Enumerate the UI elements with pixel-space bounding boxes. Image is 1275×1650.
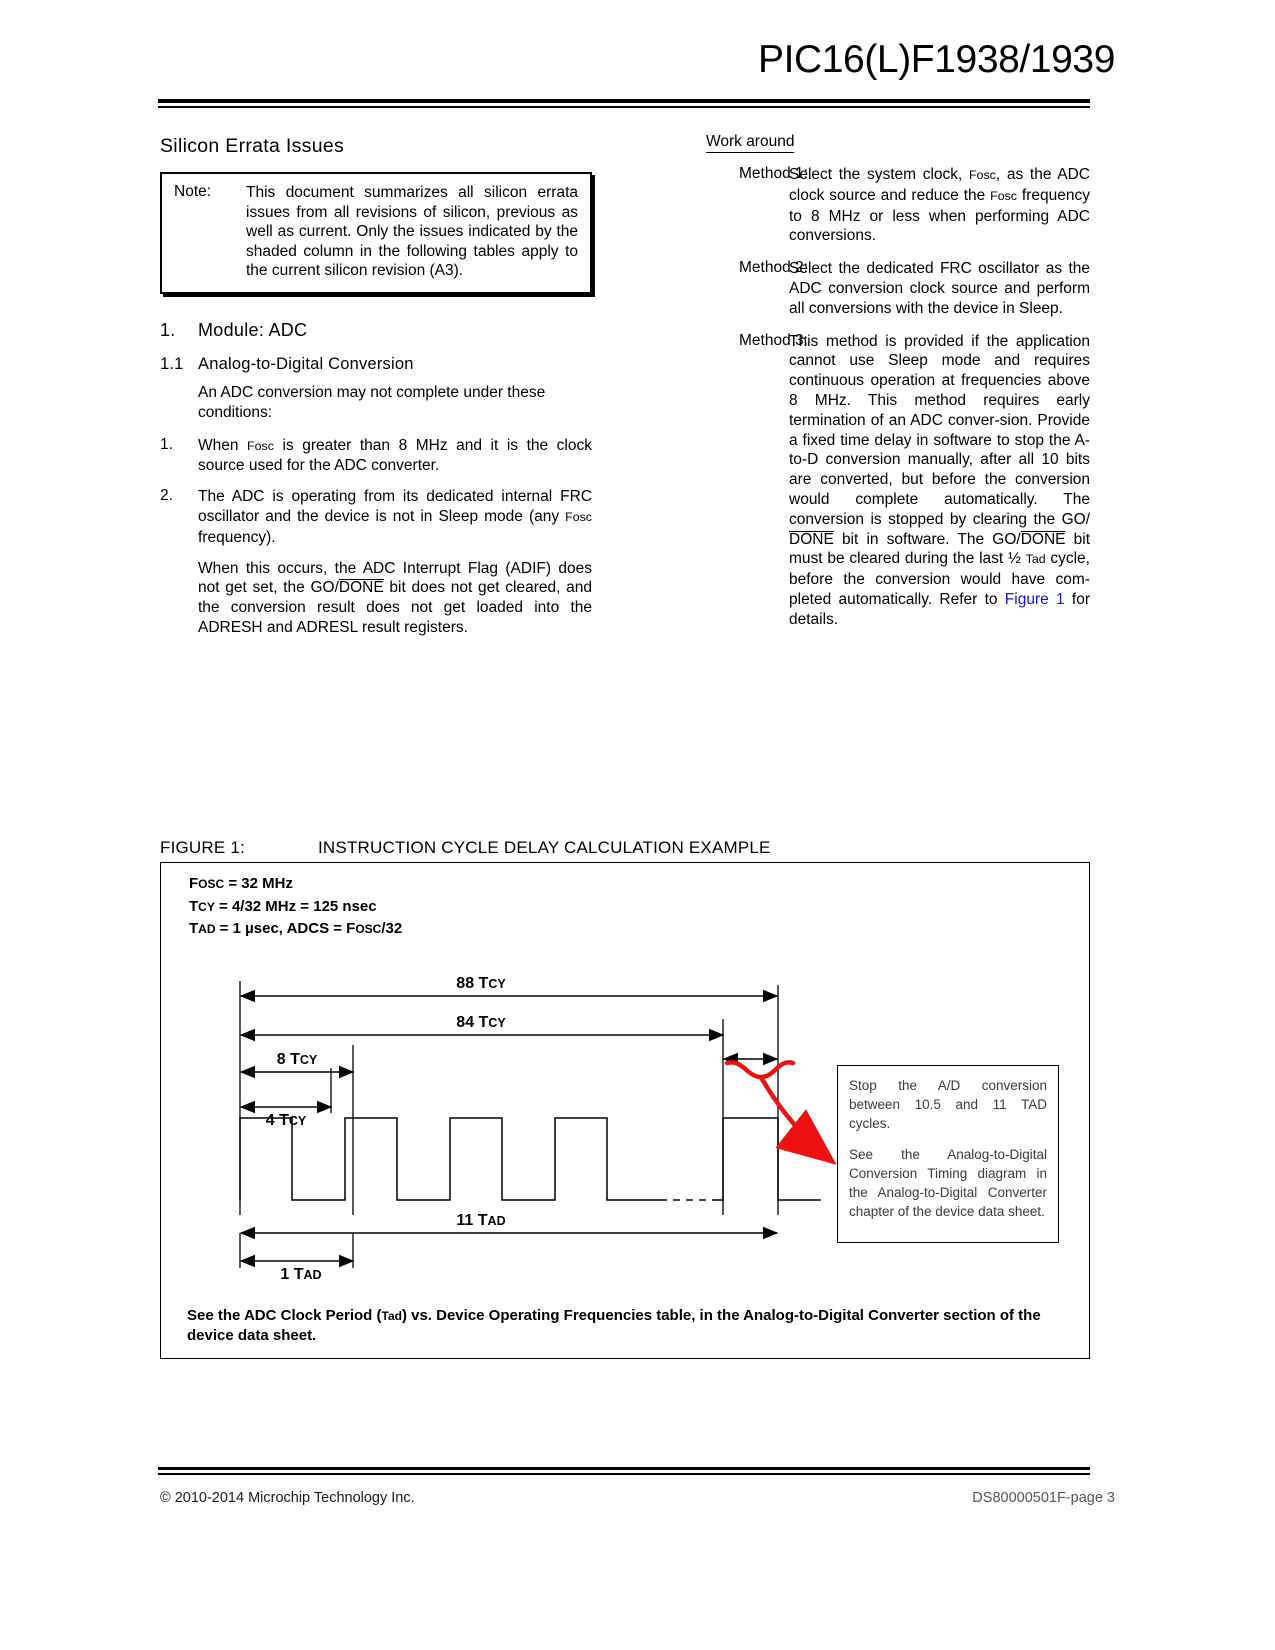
signal-name-fosc: Fosc xyxy=(990,188,1018,203)
dim-8tcy: 8 TCY xyxy=(276,1051,318,1068)
callout-box xyxy=(837,1065,1059,1243)
document-title: PIC16(L)F1938/1939 xyxy=(757,38,1115,81)
dim-4tcy: 4 TCY xyxy=(265,1112,307,1129)
figure-caption xyxy=(160,838,771,858)
method-body: Select the dedicated FRC oscillator as the ADC conversion clock source and perform all conversions with the device in Sleep. xyxy=(789,260,1090,317)
left-column xyxy=(160,135,592,651)
footer-copyright: © 2010-2014 Microchip Technology Inc. xyxy=(160,1490,415,1506)
list-item-number: 1. xyxy=(160,435,173,453)
dim-1tad: 1 TAD xyxy=(280,1266,322,1283)
dim-88tcy: 88 TCY xyxy=(456,975,506,992)
signal-name-tad: Tad xyxy=(1025,552,1046,567)
dim-84tcy: 84 TCY xyxy=(456,1014,506,1031)
module-number: 1. xyxy=(160,319,176,340)
closing-paragraph: When this occurs, the ADC Interrupt Flag (ADIF) does not get set, the GO/DONE bit does not get cleared, and the conversion result does not get loaded into the ADRESH and ADRESL result registers. xyxy=(198,559,592,636)
list-item-number: 2. xyxy=(160,487,173,505)
note-text: This document summarizes all silicon errata issues from all revisions of silicon, previous as well as current. Only the issues indicated by the shaded column in the following tables apply to the current silicon revision (A3). xyxy=(246,184,578,280)
work-around-heading: Work around xyxy=(706,133,794,153)
figure-caption-number: FIGURE 1: xyxy=(160,838,245,857)
note-label: Note: xyxy=(174,183,212,200)
subsection-heading xyxy=(160,355,592,374)
method-block xyxy=(697,259,1090,318)
lead-in-paragraph: An ADC conversion may not complete under these conditions: xyxy=(198,383,546,421)
figure-box xyxy=(160,862,1090,1359)
dim-11tad: 11 TAD xyxy=(456,1212,506,1229)
method-block xyxy=(697,332,1090,630)
signal-name-tad: Tad xyxy=(381,1309,402,1323)
method-label: Method 1: xyxy=(739,165,808,182)
param-tad: TAD = 1 µsec, ADCS = FOSC/32 xyxy=(189,920,403,937)
list-item-text: The ADC is operating from its dedicated internal FRC oscillator and the device is not in Sleep mode (any Fosc frequency). xyxy=(198,488,592,546)
list-item xyxy=(160,436,592,477)
param-fosc: FOSC = 32 MHz xyxy=(189,875,293,892)
method-label: Method 3: xyxy=(739,331,808,349)
method-block xyxy=(697,165,1090,246)
signal-name-fosc: Fosc xyxy=(969,168,996,182)
header-rule xyxy=(158,99,1090,108)
list-item-text: When Fosc is greater than 8 MHz and it is the clock source used for the ADC converter. xyxy=(198,436,592,475)
note-box xyxy=(160,172,592,294)
module-line xyxy=(160,320,592,341)
figure-caption-text: INSTRUCTION CYCLE DELAY CALCULATION EXAMPLE xyxy=(318,838,771,857)
signal-name-fosc: Fosc xyxy=(565,509,592,524)
subsection-number: 1.1 xyxy=(160,354,184,373)
right-column xyxy=(697,133,1090,643)
param-tcy: TCY = 4/32 MHz = 125 nsec xyxy=(189,897,377,915)
method-body: Select the system clock, Fosc, as the ADC clock source and reduce the Fosc frequency to 8 MHz or less when performing ADC conversions. xyxy=(789,166,1091,245)
method-body: This method is provided if the application cannot use Sleep mode and requires continuous operation at frequencies above 8 MHz. This method requires early termination of an ADC conver-sion. Provide a fixed time delay in software to stop the A-to-D conversion manually, after all 10 bits are converted, but before the conversion would complete automatically. The conversion is stopped by clearing the GO/DONE bit in software. The GO/DONE bit must be cleared during the last ½ Tad cycle, before the conversion would have com-pleted automatically. Refer to Figure 1 for details. xyxy=(789,332,1090,628)
done-overline: DONE xyxy=(1020,530,1066,548)
callout-paragraph-2: See the Analog-to-Digital Conversion Timing diagram in the Analog-to-Digital Converter chapter of the device data sheet. xyxy=(849,1147,1047,1219)
signal-name-fosc: Fosc xyxy=(247,438,274,453)
method-label: Method 2: xyxy=(739,259,808,277)
list-item xyxy=(160,487,592,547)
footer-page-id: DS80000501F-page 3 xyxy=(972,1490,1115,1506)
subsection-title: Analog-to-Digital Conversion xyxy=(198,354,414,373)
figure-bottom-note: See the ADC Clock Period (Tad) vs. Device Operating Frequencies table, in the Analog-to-Digital Converter section of the device data sheet. xyxy=(187,1307,1041,1344)
section-heading: Silicon Errata Issues xyxy=(160,135,345,157)
figure-1-link[interactable]: Figure 1 xyxy=(1004,590,1065,608)
done-overline: DONE xyxy=(789,530,834,548)
callout-paragraph-1: Stop the A/D conversion between 10.5 and 11 TAD cycles. xyxy=(849,1078,1047,1131)
footer-rule xyxy=(158,1467,1090,1475)
module-title: Module: ADC xyxy=(198,319,308,340)
done-overline: DONE xyxy=(338,579,384,597)
